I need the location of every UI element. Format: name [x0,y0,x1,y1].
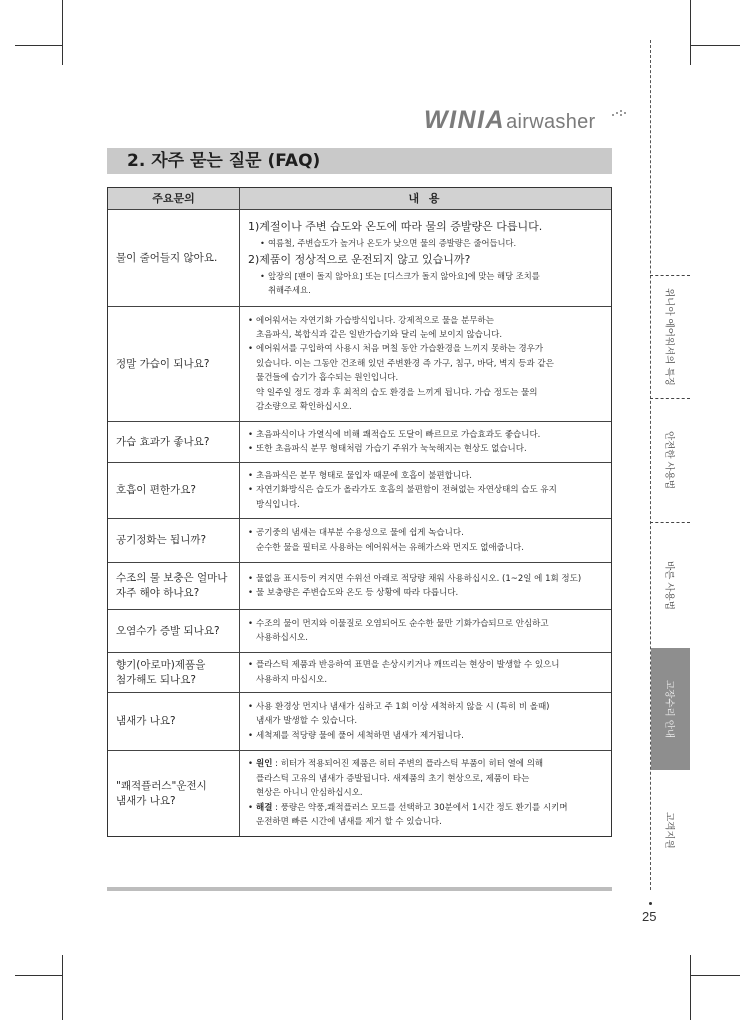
crop-mark-bottom-right-vertical [690,955,691,1020]
answer-cell [240,751,611,836]
table-row [108,462,611,518]
answer-cell [240,610,611,652]
table-row [108,562,611,609]
question-cell [108,563,240,609]
table-row [108,652,611,692]
side-tab-troubleshooting [651,648,690,770]
answer-line [248,572,611,586]
side-tab-safety [651,399,690,522]
logo-sparkle-icon [612,110,626,118]
side-tab-features [651,276,690,398]
logo-product-text: airwasher [506,111,596,133]
answer-line [248,400,611,414]
question-cell [108,610,240,652]
answer-line [248,757,611,771]
answer-line [248,342,611,356]
answer-text: 있습니다. 이는 그동안 건조해 있던 주변환경 즉 가구, 침구, 바닥, 벽지 등과 같은 [256,358,554,369]
page-number-dot [649,902,652,905]
answer-text: 에어워셔는 자연기화 가습방식입니다. 강제적으로 물을 분무하는 [256,315,494,326]
answer-text: : 풍량은 약풍,쾌적플러스 모드를 선택하고 30분에서 1시간 정도 환기를 시키며 [272,802,568,813]
answer-text: 자연기화방식은 습도가 올라가도 호흡의 불편함이 전혀없는 자연상태의 습도 유지 [256,485,557,496]
answer-cell [240,653,611,692]
bullet-mark: • [248,485,254,496]
question-text: 냄새가 나요? [116,715,176,727]
answer-line [248,371,611,385]
answer-line [248,526,611,540]
answer-cell [240,519,611,562]
question-text: 공기정화는 됩니까? [116,534,207,546]
question-text: 자주 해야 하나요? [116,587,200,599]
answer-keyword: 원인 [256,759,273,770]
bullet-mark: • [248,588,254,598]
answer-cell [240,210,611,306]
answer-text: 사용 환경상 먼지나 냄새가 심하고 주 1회 이상 세척하지 않을 시 (특히 비 올때) [256,701,550,712]
question-text: 향기(아로마)제품을 [116,658,206,671]
answer-line [248,631,611,645]
bullet-mark: • [248,730,254,741]
question-cell [108,307,240,421]
answer-line [248,469,611,483]
question-text: 가습 효과가 좋나요? [116,435,210,448]
answer-text: 공기중의 냄새는 대부분 수용성으로 물에 쉽게 녹습니다. [256,528,464,539]
bullet-mark: • [248,344,254,355]
question-cell [108,519,240,562]
column-header-topic: 주요문의 [108,188,240,209]
answer-cell [240,563,611,609]
answer-text: 앞장의 [팬이 돌지 않아요] 또는 [디스크가 돌지 않아요]에 맞는 해당 조치를 [268,270,540,281]
answer-text: 1)계절이나 주변 습도와 온도에 따라 물의 증발량은 다릅니다. [248,220,543,234]
column-header-content: 내 용 [408,192,443,205]
question-cell [108,463,240,518]
table-row [108,692,611,750]
answer-cell [240,693,611,750]
table-row [108,609,611,652]
side-tab-label: 안전한 사용법 [663,431,675,490]
answer-text: 초음파식, 복합식과 같은 일반가습기와 달리 눈에 보이지 않습니다. [256,329,503,340]
answer-line [248,801,611,815]
crop-mark-top-right-vertical [690,0,691,65]
table-row [108,306,611,421]
bullet-mark: • [248,444,254,454]
question-text: 냄새가 나요? [116,794,176,807]
bullet-mark: • [248,573,254,584]
question-cell [108,210,240,306]
answer-text: 순수한 물을 필터로 사용하는 에어워셔는 유해가스와 먼지도 없애줍니다. [256,542,524,553]
answer-line [248,498,611,512]
answer-line [248,328,611,342]
answer-text: 약 일주일 정도 경과 후 최적의 습도 환경을 느끼게 됩니다. 가습 정도는 물의 [256,387,538,398]
section-title: 2. 자주 묻는 질문 (FAQ) [127,151,321,171]
answer-text: 현상은 아니니 안심하십시오. [256,788,363,799]
bullet-mark: • [248,470,254,481]
answer-line [248,442,611,456]
side-tab-label: 위니아 에어워셔의 특징 [663,288,675,386]
crop-mark-top-left-horizontal [15,45,62,46]
answer-line [248,283,611,297]
side-tab-support [651,771,690,889]
table-row [108,421,611,462]
crop-mark-top-right-horizontal [690,45,740,46]
bullet-mark: • [248,618,254,629]
table-row [108,518,611,562]
question-text: 첨가해도 되나요? [116,673,196,686]
answer-text: 에어워셔를 구입하여 사용시 처음 며칠 동안 가습환경을 느끼지 못하는 경우가 [256,344,544,355]
table-row [108,209,611,306]
bottom-rule [107,887,612,891]
side-tab-label: 바른 사용법 [663,561,675,610]
answer-cell [240,463,611,518]
table-header-row [108,188,611,209]
question-cell [108,693,240,750]
answer-keyword: 해결 [256,802,273,813]
side-tab-label: 고객지원 [663,811,675,849]
crop-mark-bottom-left-horizontal [15,975,62,976]
answer-text: 취해주세요. [268,285,311,296]
question-text: 수조의 물 보충은 얼마나 [116,572,228,584]
bullet-mark: • [248,660,254,671]
answer-line [248,729,611,743]
bullet-mark: • [248,429,254,440]
answer-line [248,386,611,400]
answer-line [248,786,611,800]
answer-line [248,617,611,631]
answer-text: 물건들에 습기가 흡수되는 원인입니다. [256,373,399,384]
answer-line [248,236,611,250]
answer-text: : 히터가 적용되어진 제품은 히터 주변의 플라스틱 부품이 히터 열에 의해 [272,759,544,770]
crop-mark-bottom-right-horizontal [690,975,740,976]
question-cell [108,751,240,836]
answer-text: 또한 초음파식 분무 형태처럼 가습기 주위가 눅눅해지는 현상도 없습니다. [256,444,527,454]
answer-text: 세척제를 적당량 물에 풀어 세척하면 냄새가 제거됩니다. [256,730,464,741]
question-text: 오염수가 증발 되나요? [116,624,220,637]
answer-line [248,483,611,497]
answer-text: 플라스틱 제품과 반응하여 표면을 손상시키거나 깨뜨리는 현상이 발생할 수 있으니 [256,660,560,671]
bullet-mark: • [248,701,254,712]
answer-text: 초음파식은 분무 형태로 물입자 때문에 호흡이 불편합니다. [256,470,472,481]
bullet-mark: • [248,528,254,539]
answer-cell [240,307,611,421]
answer-text: 사용하십시오. [256,633,308,643]
answer-line [248,269,611,283]
bullet-mark: • [260,238,265,249]
bullet-mark: • [248,315,254,326]
answer-text: 2)제품이 정상적으로 운전되지 않고 있습니까? [248,252,471,266]
answer-text: 초음파식이나 가열식에 비해 쾌적습도 도달이 빠르므로 가습효과도 좋습니다. [256,429,541,440]
side-tab-usage [651,523,690,648]
bullet-mark: • [248,802,254,813]
answer-line [248,428,611,442]
answer-line [248,586,611,600]
question-text: 물이 줄어들지 않아요. [116,251,218,264]
answer-cell [240,422,611,462]
answer-text: 수조의 물이 먼지와 이물질로 오염되어도 순수한 물만 기화가습되므로 안심하고 [256,618,549,629]
answer-line [248,357,611,371]
answer-line [248,541,611,555]
section-title-bar [107,148,612,174]
answer-line [248,251,611,269]
answer-text: 운전하면 빠른 시간에 냄새를 제거 할 수 있습니다. [256,817,442,828]
question-text: 정말 가습이 되나요? [116,357,210,370]
faq-table [107,187,612,837]
answer-line [248,714,611,728]
answer-line [248,772,611,786]
answer-line [248,815,611,829]
crop-mark-top-left-vertical [62,0,63,65]
answer-text: 물 보충량은 주변습도와 온도 등 상황에 따라 다릅니다. [256,588,459,598]
question-text: "쾌적플러스"운전시 [116,779,207,792]
question-cell [108,422,240,462]
side-tab-label: 고장수리 안내 [663,679,675,739]
answer-text: 플라스틱 고유의 냄새가 증발됩니다. 새제품의 초기 현상으로, 제품이 타는 [256,773,530,784]
table-row [108,750,611,836]
logo-brand-text: WINIA [424,106,506,134]
answer-line [248,673,611,687]
crop-mark-bottom-left-vertical [62,955,63,1020]
answer-text: 여름철, 주변습도가 높거나 온도가 낮으면 물의 증발량은 줄어듭니다. [268,238,517,249]
answer-text: 물없음 표시등이 켜지면 수위선 아래로 적당량 채워 사용하십시오. (1~2일 에 1회 정도) [256,573,582,584]
page-number: 25 [642,909,657,924]
answer-line [248,700,611,714]
brand-logo [424,106,596,140]
bullet-mark: • [260,270,265,281]
answer-line [248,314,611,328]
answer-text: 사용하지 마십시오. [256,674,328,685]
bullet-mark: • [248,759,254,770]
answer-line [248,218,611,236]
answer-line [248,658,611,672]
question-cell [108,653,240,692]
answer-text: 방식입니다. [256,499,300,510]
question-text: 호흡이 편한가요? [116,484,196,496]
answer-text: 냄새가 발생할 수 있습니다. [256,716,358,727]
answer-text: 감소량으로 확인하십시오. [256,402,352,413]
